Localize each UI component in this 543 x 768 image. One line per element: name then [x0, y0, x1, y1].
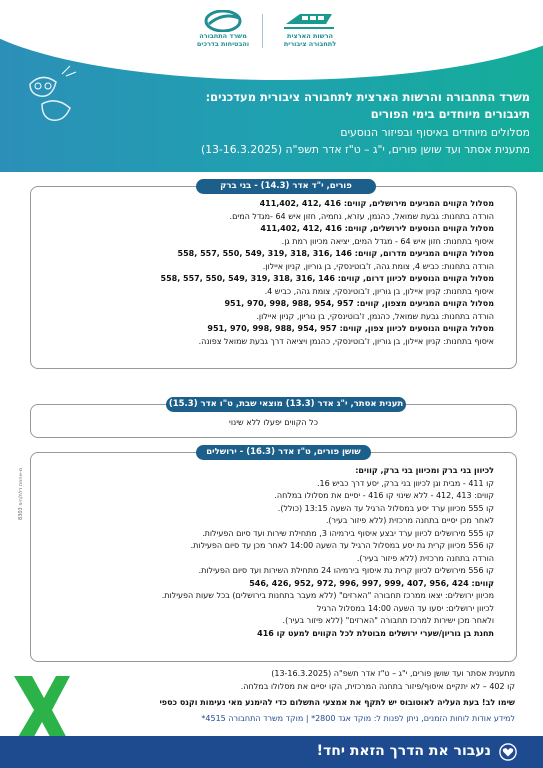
- route-line: איסוף בתחנות: חזון איש 64 - מגדל המים, יציאה מכיוון רמת גן.: [281, 236, 494, 246]
- section-title-shushan-purim: שושן פורים, ט"ז אדר (16.3) - ירושלים: [196, 445, 371, 460]
- footer-slogan: נעבור את הדרך הזאת יחד!: [316, 743, 491, 759]
- header-banner: [0, 0, 543, 172]
- header-subtitle-1: מסלולים מיוחדים באיסוף ובפיזור הנוסעים: [340, 126, 530, 139]
- route-line: הורדה בתחנה מרכזית (ללא פיזור בעיר).: [356, 553, 494, 563]
- section-shushan-purim-jerusalem: [30, 447, 517, 662]
- ministry-swoosh-icon: [203, 10, 243, 32]
- ministry-name: משרד התחבורה והבטיחות בדרכים: [196, 32, 250, 48]
- no-change-line: כל הקווים יפעלו ללא שינוי: [229, 418, 318, 427]
- route-line: הורדה בתחנות: כביש 4, צומת גהה, ז'בוטינסקי, בן גוריון, קניון איילון.: [262, 261, 494, 271]
- route-line: הורדה בתחנות: גבעת שמואל, כהנמן, עזרא, נחמיה, חזון איש 64 -מגדל המים.: [229, 211, 494, 221]
- route-line: ולאחר מכן ישירות למרכז תחבורה "הארזים" (ללא פיזור בעיר).: [282, 616, 494, 625]
- section-taanit-esther: [30, 399, 517, 438]
- route-line: מכיוון ירושלים: יצאו ממרכז תחבורה "הארזים" (ללא מעבר בתחנות בירושלים) בכל שעות הפעילות.: [161, 591, 494, 600]
- bottom-note-info-hotline: למידע אודות לוחות הזמנים, ניתן לפנות ל: מוקד אגד 2800* | מוקד משרד התחבורה 4515*: [201, 713, 515, 723]
- section-title-purim-bnei-brak: פורים, י"ד אדר (14.3) - בני ברק: [196, 179, 376, 194]
- route-line: קו 556 מירושלים לכיוון קרית גת איסוף בירמיהו 24 מתחילת השירות ועד סיום הפעילות.: [198, 566, 494, 575]
- logos-row: [0, 10, 543, 60]
- route-line: לאחר מכן יסיים בתחנה מרכזית (ללא פיזור בעיר).: [325, 516, 494, 525]
- print-side-note: מ-אחוזת דלת/חיפ 8303: [18, 467, 24, 520]
- bottom-note-line-402: קו 402 – לא יתקיים איסוף/פיזור בתחנה המרכזית, הקו יסיים את מסלולו במלחה.: [240, 681, 515, 691]
- route-line: קו 556 מכיוון קרית גת יסע במסלול הרגיל עד השעה 14:00 לאחר מכן עד סיום הפעילות.: [190, 541, 494, 550]
- logo-divider: [262, 14, 263, 48]
- route-line: איסוף בתחנות: קניון איילון, בן גוריון, ז'בוטינסקי, צומת גהה, כביש 4.: [264, 286, 494, 296]
- ministry-of-transport-logo: [193, 10, 253, 48]
- bottom-notes: [30, 668, 515, 725]
- route-line: מסלול הקווים הנוסעים לירושלים, קווים: 416 ,412 ,411,402: [260, 224, 494, 233]
- header-subtitle-2: מתענית אסתר ועד שושן פורים, י"ג – ט"ז אדר תשפ"ה (13-16.3.2025): [201, 143, 530, 156]
- route-line: לכיוון ירושלים: יסעו עד השעה 14:00 במסלול הרגיל: [316, 603, 494, 613]
- header-title-2: תיגבורים מיוחדים בימי הפורים: [370, 107, 530, 121]
- route-line: מסלול הקווים המגיעים מדרום, קווים: 146 ,316 ,318 ,319 ,549 ,550 ,557 ,558: [177, 249, 494, 258]
- section-purim-bnei-brak: [30, 181, 517, 369]
- route-line: תחנת בן גוריון/שערי ירושלים מבוטלת לכל הקווים למעט קו 416: [257, 628, 494, 638]
- heart-hands-icon: [499, 743, 517, 761]
- bottom-note-payment-warning: שימו לב! בעת העליה לאוטובוס יש לתקף את אמצעי התשלום כדי להימנע מאי נעימות וקנס כספי: [159, 698, 515, 707]
- route-line: קו 555 מירושלים לכיוון ערד יבצע איסוף בירמיהו 3, מתחילת שירות ועד סיום הפעילות.: [202, 528, 494, 538]
- route-line: מסלול הקווים המגיעים מצפון, קווים: 957 ,954 ,988 ,998 ,970 ,951: [224, 299, 494, 308]
- section3-lines: [31, 453, 516, 640]
- route-line: קו 555 מכיוון ערד יסע במסלול הרגיל עד השעה 13:15 (כולל).: [277, 503, 494, 513]
- footer-strip: [0, 736, 543, 768]
- route-line: מסלול הקווים הנוסעים לכיוון דרום, קווים: 146 ,316 ,318 ,319 ,549 ,550 ,557 ,558: [160, 274, 494, 283]
- public-transport-authority-name: הרשות הארצית לתחבורה ציבורית: [283, 32, 337, 48]
- bottom-note-dates: מתענית אסתר ועד שושן פורים, י"ג – ט"ז אדר תשפ"ה (13-16.3.2025): [271, 669, 515, 678]
- route-line: הורדה בתחנות: גבעת שמואל, כהנמן, ז'בוטינסקי, בן גוריון, קניון איילון.: [256, 311, 494, 321]
- route-line: איסוף בתחנות: קניון איילון, בן גוריון, ז'בוטינסקי, כהנמן ויציאה דרך גבעת שמואל צפונה.: [198, 336, 494, 346]
- bus-logo-icon: [282, 10, 338, 32]
- route-line: לכיוון בני ברק ומכיוון בני ברק, קווים:: [355, 466, 494, 475]
- route-line: קווים: 413 ,412 - ללא שינוי קו 416 - יסיים את מסלולו במלחה.: [274, 491, 494, 500]
- route-line: קווים: 424 ,956 ,407 ,999 ,997 ,996 ,972 ,952 ,426 ,546: [249, 578, 494, 588]
- section1-lines: [31, 187, 516, 348]
- route-line: קו 411 - מבית וגן לכיוון בני ברק, יסע דרך כביש 16.: [316, 478, 494, 488]
- header-title-1: משרד התחבורה והרשות הארצית לתחבורה ציבורית מעדכנים:: [205, 90, 530, 104]
- route-line: מסלול הקווים המגיעים מירושלים, קווים: 416 ,412 ,411,402: [259, 199, 494, 208]
- route-line: מסלול הקווים הנוסעים לכיוון צפון, קווים: 957 ,954 ,988 ,998 ,970 ,951: [207, 324, 494, 333]
- section-title-taanit-esther: תענית אסתר, י"ג אדר (13.3) מוצאי שבת, ט"ו אדר (15.3): [166, 397, 406, 412]
- public-transport-authority-logo: [270, 10, 350, 48]
